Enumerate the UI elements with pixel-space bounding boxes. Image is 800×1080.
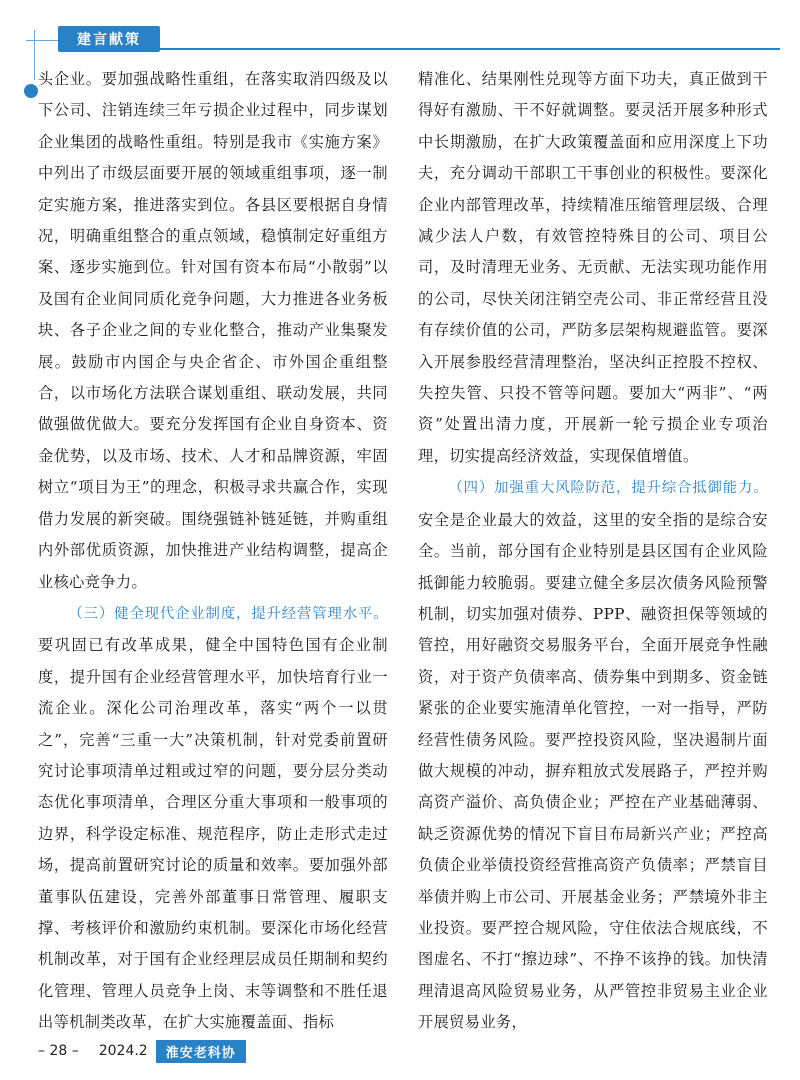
footer <box>38 1036 246 1066</box>
section-3-title: （三）健全现代企业制度，提升经营管理水平。 <box>68 605 388 622</box>
section-3-body: 要巩固已有改革成果，健全中国特色国有企业制度，提升国有企业经营管理水平，加快培育行业一流企业。深化公司治理改革，落实“两个一以贯之”，完善“三重一大”决策机制，针对党委前置研究讨论事项清单过粗或过窄的问题，要分层分类动态优化事项清单，合理区分重大事项和一般事项的边界，科学设定标准、规范程序，防止走形式走过场，提高前置研究讨论的质量和效率。要加强外部董事队伍建设，完善外部董事日常管理、履职支撑、考核评价和激励约束机制。要深化市场化经营机制改革，对于国有企业经理层成员任期制和契约化管理、管理人员竞争上岗、末等调整和不胜任退出等机制类改革，在扩大实施覆盖面、指标 <box>38 636 388 1032</box>
section-tag: 建言献策 <box>58 26 160 52</box>
header-rule <box>160 48 780 50</box>
left-column <box>38 64 388 1039</box>
page-number: – 28 – <box>38 1043 79 1059</box>
right-column <box>418 64 768 1039</box>
section-4-title: （四）加强重大风险防范，提升综合抵御能力。 <box>448 480 768 497</box>
bullet-dot-icon <box>24 84 38 98</box>
section-3 <box>38 598 388 1039</box>
section-4-body: 安全是企业最大的效益，这里的安全指的是综合安全。当前，部分国有企业特别是县区国有企业风险抵御能力较脆弱。要建立健全多层次债务风险预警机制，切实加强对债券、PPP、融资担保等领域的管控，用好融资交易服务平台，全面开展竞争性融资，对于资产负债率高、债券集中到期多、资金链紧张的企业要实施清单化管控，一对一指导，严防经营性债务风险。要严控投资风险，坚决遏制片面做大规模的冲动，摒弃粗放式发展路子，严控并购高资产溢价、高负债企业；严控在产业基础薄弱、缺乏资源优势的情况下盲目布局新兴产业；严控高负债企业举债投资经营推高资产负债率；严禁盲目举债并购上市公司、开展基金业务；严禁境外非主业投资。要严控合规风险，守住依法合规底线，不图虚名、不打“擦边球”、不挣不该挣的钱。加快清理清退高风险贸易业务，从严管控非贸易主业企业开展贸易业务， <box>418 510 768 1032</box>
header-decoration-hline <box>26 40 58 41</box>
issue-number: 2024.2 <box>98 1043 148 1059</box>
magazine-name: 淮安老科协 <box>156 1040 246 1063</box>
section-4 <box>418 472 768 1038</box>
paragraph: 头企业。要加强战略性重组，在落实取消四级及以下公司、注销连续三年亏损企业过程中，同步谋划企业集团的战略性重组。特别是我市《实施方案》中列出了市级层面要开展的领域重组事项，逐一制定实施方案，推进落实到位。各县区要根据自身情况，明确重组整合的重点领域，稳慎制定好重组方案、逐步实施到位。针对国有资本布局“小散弱”以及国有企业间同质化竞争问题，大力推进各业务板块、各子企业之间的专业化整合，推动产业集聚发展。鼓励市内国企与央企省企、市外国企重组整合，以市场化方法联合谋划重组、联动发展，共同做强做优做大。要充分发挥国有企业自身资本、资金优势，以及市场、技术、人才和品牌资源，牢固树立“项目为王”的理念，积极寻求共赢合作，实现借力发展的新突破。围绕强链补链延链，并购重组内外部优质资源，加快推进产业结构调整，提高企业核心竞争力。 <box>38 70 388 591</box>
paragraph: 精准化、结果刚性兑现等方面下功夫，真正做到干得好有激励、干不好就调整。要灵活开展多种形式中长期激励，在扩大政策覆盖面和应用深度上下功夫，充分调动干部职工干事创业的积极性。要深化企业内部管理改革，持续精准压缩管理层级、合理减少法人户数，有效管控特殊目的公司、项目公司，及时清理无业务、无贡献、无法实现功能作用的公司，尽快关闭注销空壳公司、非正常经营且没有存续价值的公司，严防多层架构规避监管。要深入开展参股经营清理整治，坚决纠正控股不控权、失控失管、只投不管等问题。要加大“两非”、“两资”处置出清力度，开展新一轮亏损企业专项治理，切实提高经济效益，实现保值增值。 <box>418 70 768 465</box>
header-decoration-vline <box>34 30 35 80</box>
